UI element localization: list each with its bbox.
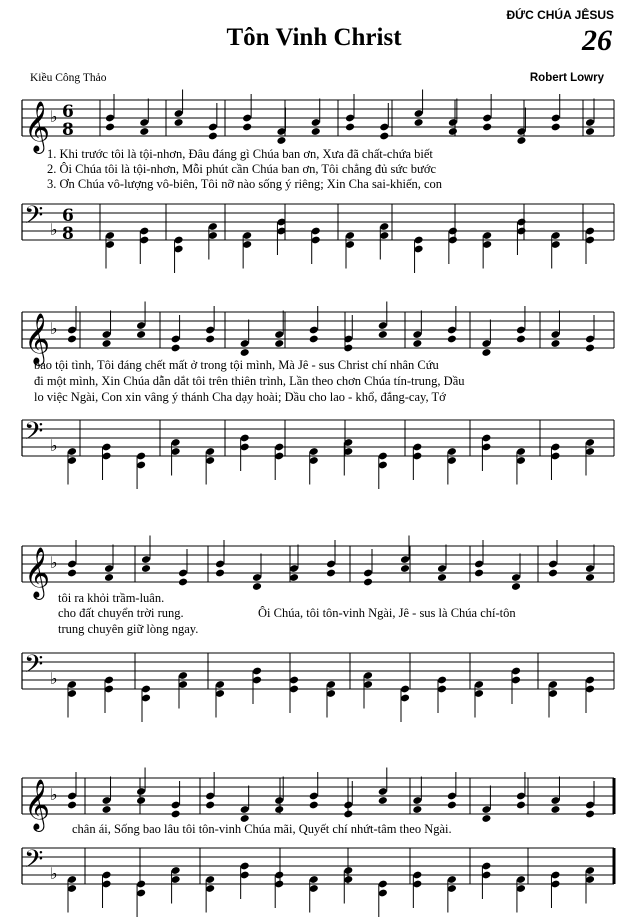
note-head xyxy=(240,348,250,357)
treble-staff-system-3 xyxy=(0,538,628,598)
section-heading: ĐỨC CHÚA JÊSUS xyxy=(506,8,614,22)
note-head xyxy=(481,814,491,823)
note-head xyxy=(141,564,151,573)
note-head xyxy=(105,123,115,132)
note-head xyxy=(400,564,410,573)
bass-clef-icon: 𝄢 xyxy=(24,201,44,236)
lyric-s2-verse-3: lo việc Ngài, Con xin vâng ý thánh Cha dạy hoài; Dầu cho lao - khổ, đắng-cay, Tớ xyxy=(34,390,446,404)
lyric-s2-verse-1: bao tội tình, Tôi đáng chết mất ở trong tội mình, Mà Jê - sus Christ chí nhân Cứu xyxy=(34,358,439,372)
note-head xyxy=(136,796,146,805)
flat-key-signature-icon: ♭ xyxy=(50,864,58,883)
note-head xyxy=(516,136,526,145)
note-head xyxy=(178,578,188,587)
note-head xyxy=(274,805,284,814)
note-head xyxy=(474,569,484,578)
treble-clef-icon: 𝄞 xyxy=(24,101,51,152)
note-head xyxy=(550,805,560,814)
lyric-s3-verse-2: cho đất chuyển trời rung. xyxy=(58,606,184,620)
treble-staff-system-1 xyxy=(0,92,628,152)
composer-credit: Robert Lowry xyxy=(529,72,604,84)
note-head xyxy=(412,339,422,348)
lyric-s3-verse-3: trung chuyên giữ lòng ngay. xyxy=(58,622,199,636)
lyric-s1-verse-3: 3. Ơn Chúa vô-lượng vô-biên, Tôi nỡ nào sống ý riêng; Xin Cha sai-khiến, con xyxy=(47,177,443,191)
note-head xyxy=(585,344,595,353)
treble-clef-icon: 𝄞 xyxy=(24,779,51,830)
note-head xyxy=(309,801,319,810)
note-head xyxy=(139,127,149,136)
treble-clef-icon: 𝄞 xyxy=(24,547,51,598)
lyric-s1-verse-1: 1. Khi trước tôi là tội-nhơn, Đâu đáng gì Chúa ban ơn, Xưa đã chất-chứa biết xyxy=(47,147,433,161)
note-head xyxy=(67,569,77,578)
flat-key-signature-icon: ♭ xyxy=(50,669,58,688)
note-head xyxy=(326,569,336,578)
note-head xyxy=(101,805,111,814)
note-head xyxy=(242,123,252,132)
time-signature-bottom: 8 xyxy=(62,120,74,140)
note-head xyxy=(343,810,353,819)
note-head xyxy=(171,810,181,819)
flat-key-signature-icon: ♭ xyxy=(50,436,58,455)
note-head xyxy=(481,348,491,357)
note-head xyxy=(585,573,595,582)
note-head xyxy=(516,801,526,810)
note-head xyxy=(379,132,389,141)
note-head xyxy=(585,810,595,819)
note-head xyxy=(67,335,77,344)
note-head xyxy=(516,335,526,344)
note-head xyxy=(447,801,457,810)
treble-staff-system-2 xyxy=(0,304,628,364)
note-head xyxy=(208,132,218,141)
note-head xyxy=(174,118,184,127)
bass-clef-icon: 𝄢 xyxy=(24,650,44,685)
bass-staff-system-2 xyxy=(0,412,628,472)
hymn-title: Tôn Vinh Christ xyxy=(226,24,402,51)
note-head xyxy=(511,582,521,591)
treble-clef-icon: 𝄞 xyxy=(24,313,51,364)
time-signature-top: 6 xyxy=(62,206,74,226)
note-head xyxy=(585,127,595,136)
note-head xyxy=(345,123,355,132)
bass-staff-system-1 xyxy=(0,196,628,256)
note-head xyxy=(378,796,388,805)
flat-key-signature-icon: ♭ xyxy=(50,107,58,126)
note-head xyxy=(205,335,215,344)
note-head xyxy=(311,127,321,136)
bass-clef-icon: 𝄢 xyxy=(24,845,44,880)
flat-key-signature-icon: ♭ xyxy=(50,553,58,572)
time-signature-bottom: 8 xyxy=(62,224,74,244)
lyric-s3-verse-1: tôi ra khỏi trầm-luân. xyxy=(58,591,165,605)
note-head xyxy=(447,335,457,344)
note-head xyxy=(104,573,114,582)
note-head xyxy=(548,569,558,578)
note-head xyxy=(274,339,284,348)
note-head xyxy=(101,339,111,348)
lyric-s1-verse-2: 2. Ôi Chúa tôi là tội-nhơn, Mỗi phút cần Chúa ban ơn, Tôi chẳng đủ sức bước xyxy=(47,162,436,176)
note-head xyxy=(482,123,492,132)
lyric-s4-refrain: chân ái, Sống bao lâu tôi tôn-vinh Chúa mãi, Quyết chí nhứt-tâm theo Ngài. xyxy=(72,822,452,836)
time-signature-top: 6 xyxy=(62,102,74,122)
hymn-number: 26 xyxy=(582,24,612,57)
lyric-s3-refrain: Ôi Chúa, tôi tôn-vinh Ngài, Jê - sus là Chúa chí-tôn xyxy=(258,606,516,620)
flat-key-signature-icon: ♭ xyxy=(50,785,58,804)
note-head xyxy=(448,127,458,136)
note-head xyxy=(309,335,319,344)
note-head xyxy=(550,339,560,348)
note-head xyxy=(437,573,447,582)
note-head xyxy=(551,123,561,132)
note-head xyxy=(136,330,146,339)
treble-staff-system-4 xyxy=(0,770,628,830)
flat-key-signature-icon: ♭ xyxy=(50,319,58,338)
note-head xyxy=(215,569,225,578)
lyric-s2-verse-2: đi một mình, Xin Chúa dẫn dắt tôi trên thiên trình, Lần theo chơn Chúa tín-trung, Dầu xyxy=(34,374,465,388)
note-head xyxy=(412,805,422,814)
lyricist-credit: Kiều Công Thảo xyxy=(30,72,107,84)
note-head xyxy=(378,330,388,339)
note-head xyxy=(276,136,286,145)
note-head xyxy=(205,801,215,810)
note-head xyxy=(252,582,262,591)
note-head xyxy=(171,344,181,353)
flat-key-signature-icon: ♭ xyxy=(50,220,58,239)
bass-clef-icon: 𝄢 xyxy=(24,417,44,452)
bass-staff-system-3 xyxy=(0,645,628,705)
note-head xyxy=(363,578,373,587)
note-head xyxy=(67,801,77,810)
bass-staff-system-4 xyxy=(0,840,628,910)
note-head xyxy=(414,118,424,127)
